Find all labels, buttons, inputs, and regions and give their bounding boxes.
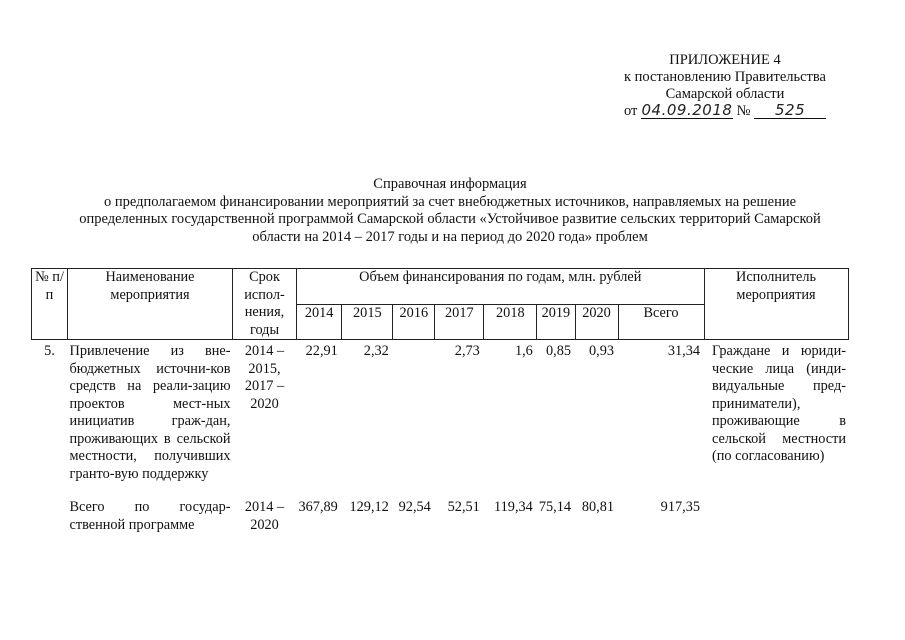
total-row xyxy=(32,483,849,534)
header-year: 2014 xyxy=(297,304,342,340)
document-title xyxy=(40,176,860,246)
table-row xyxy=(32,340,849,484)
appendix-date-line xyxy=(605,103,845,122)
cell-2018: 1,6 xyxy=(514,343,533,359)
title-line-1: Справочная информация xyxy=(373,176,527,192)
number-prefix: № xyxy=(736,103,751,119)
cell-2020: 0,93 xyxy=(588,343,614,359)
header-name: Наименование мероприятия xyxy=(68,269,233,340)
total-2014: 367,89 xyxy=(298,499,338,515)
appendix-title: ПРИЛОЖЕНИЕ 4 xyxy=(669,52,781,68)
cell-2017: 2,73 xyxy=(454,343,480,359)
header-total: Всего xyxy=(618,304,704,340)
header-year: 2016 xyxy=(393,304,435,340)
header-year: 2020 xyxy=(575,304,618,340)
cell-2015: 2,32 xyxy=(363,343,389,359)
total-2017: 52,51 xyxy=(447,499,480,515)
header-executor: Исполнитель мероприятия xyxy=(704,269,848,340)
title-line-2: о предполагаемом финансировании мероприятий за счет внебюджетных источников, направляемых на решение xyxy=(103,193,797,210)
header-term: Срок испол-нения, годы xyxy=(233,269,297,340)
total-label: Всего по государ-ственной программе xyxy=(69,499,231,533)
total-all: 917,35 xyxy=(660,499,700,515)
handwritten-date: 04.09.2018 xyxy=(641,101,733,119)
row-name: Привлечение из вне-бюджетных источни-ков средств на реали-зацию проектов мест-ных инициатив граж-дан, проживающих в сельской местности, получивших гранто-вую поддержку xyxy=(69,343,231,482)
header-year: 2015 xyxy=(342,304,393,340)
total-2018: 119,34 xyxy=(494,499,533,515)
appendix-line-resolution: к постановлению Правительства xyxy=(624,69,826,85)
cell-2014: 22,91 xyxy=(305,343,338,359)
total-2016: 92,54 xyxy=(398,499,431,515)
header-year: 2017 xyxy=(435,304,484,340)
total-2020: 80,81 xyxy=(581,499,614,515)
row-term: 2014 – 2015, 2017 – 2020 xyxy=(244,343,285,412)
cell-total: 31,34 xyxy=(667,343,700,359)
title-line-4: области на 2014 – 2017 годы и на период до 2020 года» проблем xyxy=(252,228,648,245)
row-num: 5. xyxy=(44,343,55,359)
handwritten-number: 525 xyxy=(754,103,826,119)
cell-2016 xyxy=(393,340,435,484)
header-num: № п/п xyxy=(32,269,68,340)
funding-table xyxy=(31,268,849,534)
appendix-line-region: Самарской области xyxy=(665,86,785,102)
row-executor: Граждане и юриди-ческие лица (инди-видуальные пред-приниматели), проживающие в сельской местности (по согласованию) xyxy=(712,343,846,464)
header-funding: Объем финансирования по годам, млн. рублей xyxy=(297,269,705,305)
total-2019: 75,14 xyxy=(538,499,571,515)
title-line-3: определенных государственной программой Самарской области «Устойчивое развитие сельских территорий Самарской xyxy=(79,211,821,227)
appendix-block xyxy=(605,52,845,122)
total-2015: 129,12 xyxy=(349,499,389,515)
cell-2019: 0,85 xyxy=(545,343,571,359)
date-prefix: от xyxy=(623,103,638,119)
header-year: 2018 xyxy=(484,304,537,340)
header-year: 2019 xyxy=(537,304,575,340)
total-term: 2014 – 2020 xyxy=(244,499,285,533)
